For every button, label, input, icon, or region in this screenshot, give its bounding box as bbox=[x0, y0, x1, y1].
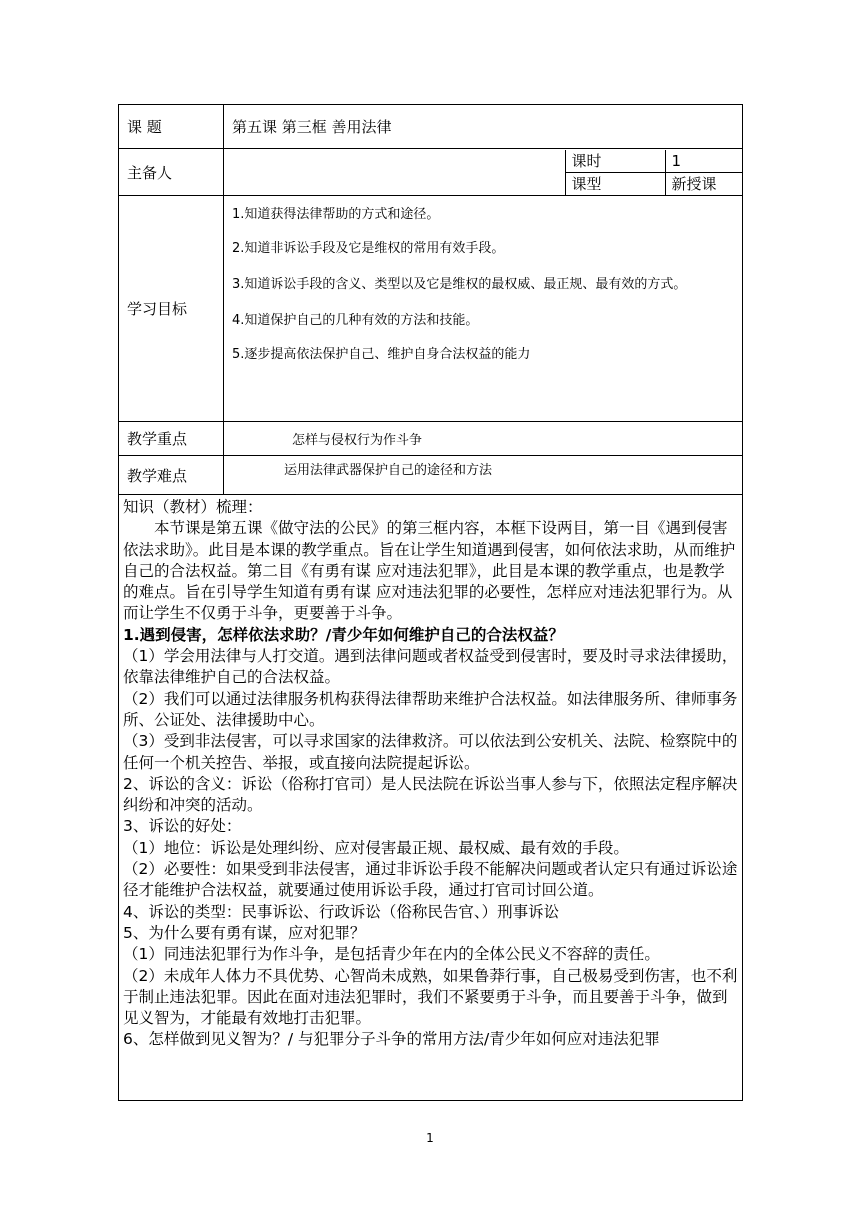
key-point-label: 教学重点 bbox=[119, 422, 224, 456]
difficulty-value: 运用法律武器保护自己的途径和方法 bbox=[224, 456, 743, 495]
type-value: 新授课 bbox=[665, 172, 743, 195]
lesson-plan-table bbox=[118, 104, 743, 1101]
preparer-cell bbox=[224, 149, 743, 196]
key-point-value: 怎样与侵权行为作斗争 bbox=[224, 422, 743, 456]
answer-3-1: （1）地位：诉讼是处理纠纷、应对侵害最正规、最权威、最有效的手段。 bbox=[123, 838, 629, 857]
answer-5-2: （2）未成年人体力不具优势、心智尚未成熟，如果鲁莽行事，自己极易受到伤害，也不利于制止违法犯罪。因此在面对违法犯罪时，我们不紧要勇于斗争，而且要善于斗争，做到见义智为，才能最有效地打击犯罪。 bbox=[123, 966, 738, 1028]
difficulty-row bbox=[119, 456, 743, 495]
objective-item: 1.知道获得法律帮助的方式和途径。 bbox=[232, 207, 440, 222]
content-body bbox=[119, 495, 743, 1101]
question-1: 1.遇到侵害，怎样依法求助？/青少年如何维护自己的合法权益？ bbox=[123, 625, 564, 644]
preparer-value bbox=[224, 150, 565, 195]
topic-label: 课 题 bbox=[119, 105, 224, 149]
key-point-row bbox=[119, 422, 743, 456]
objectives-list bbox=[224, 196, 743, 422]
preparer-label: 主备人 bbox=[119, 149, 224, 196]
objective-item: 5.逐步提高依法保护自己、维护自身合法权益的能力 bbox=[232, 347, 531, 362]
question-3: 3、诉讼的好处： bbox=[123, 817, 242, 836]
topic-row bbox=[119, 105, 743, 149]
preparer-row bbox=[119, 149, 743, 196]
question-2: 2、诉讼的含义：诉讼（俗称打官司）是人民法院在诉讼当事人参与下，依照法定程序解决纠纷和冲突的活动。 bbox=[123, 774, 738, 815]
question-6: 6、怎样做到见义智为？/ 与犯罪分子斗争的常用方法/青少年如何应对违法犯罪 bbox=[123, 1030, 660, 1049]
question-4: 4、诉讼的类型：民事诉讼、行政诉讼（俗称民告官、）刑事诉讼 bbox=[123, 902, 560, 921]
difficulty-label: 教学难点 bbox=[119, 456, 224, 495]
answer-3-2: （2）必要性：如果受到非法侵害，通过非诉讼手段不能解决问题或者认定只有通过诉讼途径才能维护合法权益，就要通过使用诉讼手段，通过打官司讨回公道。 bbox=[123, 860, 738, 900]
topic-value: 第五课 第三框 善用法律 bbox=[224, 105, 743, 149]
period-label: 课时 bbox=[565, 150, 665, 173]
intro-paragraph: 本节课是第五课《做守法的公民》的第三框内容，本框下设两目，第一目《遇到侵害 依法求助》。此目是本课的教学重点。旨在让学生知道遇到侵害，如何依法求助，从而维护自己的合法权益。第二目《有勇有谋 应对违法犯罪》，此目是本课的教学重点，也是教学的难点。旨在引导学生知道有勇有谋 应对违法犯罪的必要性，怎样应对违法犯罪行为。从而让学生不仅勇于斗争，更要善于斗争。 bbox=[123, 519, 736, 623]
type-label: 课型 bbox=[565, 172, 665, 195]
objective-item: 2.知道非诉讼手段及它是维权的常用有效手段。 bbox=[232, 241, 505, 256]
answer-1-1: （1）学会用法律与人打交道。遇到法律问题或者权益受到侵害时，要及时寻求法律援助，依靠法律维护自己的合法权益。 bbox=[123, 647, 738, 687]
objective-item: 4.知道保护自己的几种有效的方法和技能。 bbox=[232, 313, 479, 328]
answer-1-3: （3）受到非法侵害，可以寻求国家的法律救济。可以依法到公安机关、法院、检察院中的任何一个机关控告、举报，或直接向法院提起诉讼。 bbox=[123, 732, 738, 772]
objective-item: 3.知道诉讼手段的含义、类型以及它是维权的最权威、最正规、最有效的方式。 bbox=[232, 277, 687, 292]
answer-1-2: （2）我们可以通过法律服务机构获得法律帮助来维护合法权益。如法律服务所、律师事务所、公证处、法律援助中心。 bbox=[123, 689, 738, 729]
page-number: 1 bbox=[426, 1131, 434, 1145]
content-row bbox=[119, 495, 743, 1101]
period-value: 1 bbox=[665, 150, 743, 173]
question-5: 5、为什么要有勇有谋，应对犯罪？ bbox=[123, 923, 366, 942]
objectives-label: 学习目标 bbox=[119, 196, 224, 422]
period-type-grid bbox=[224, 150, 743, 195]
answer-5-1: （1）同违法犯罪行为作斗争，是包括青少年在内的全体公民义不容辞的责任。 bbox=[123, 945, 660, 964]
content-heading: 知识（教材）梳理： bbox=[123, 498, 263, 516]
objectives-row bbox=[119, 196, 743, 422]
